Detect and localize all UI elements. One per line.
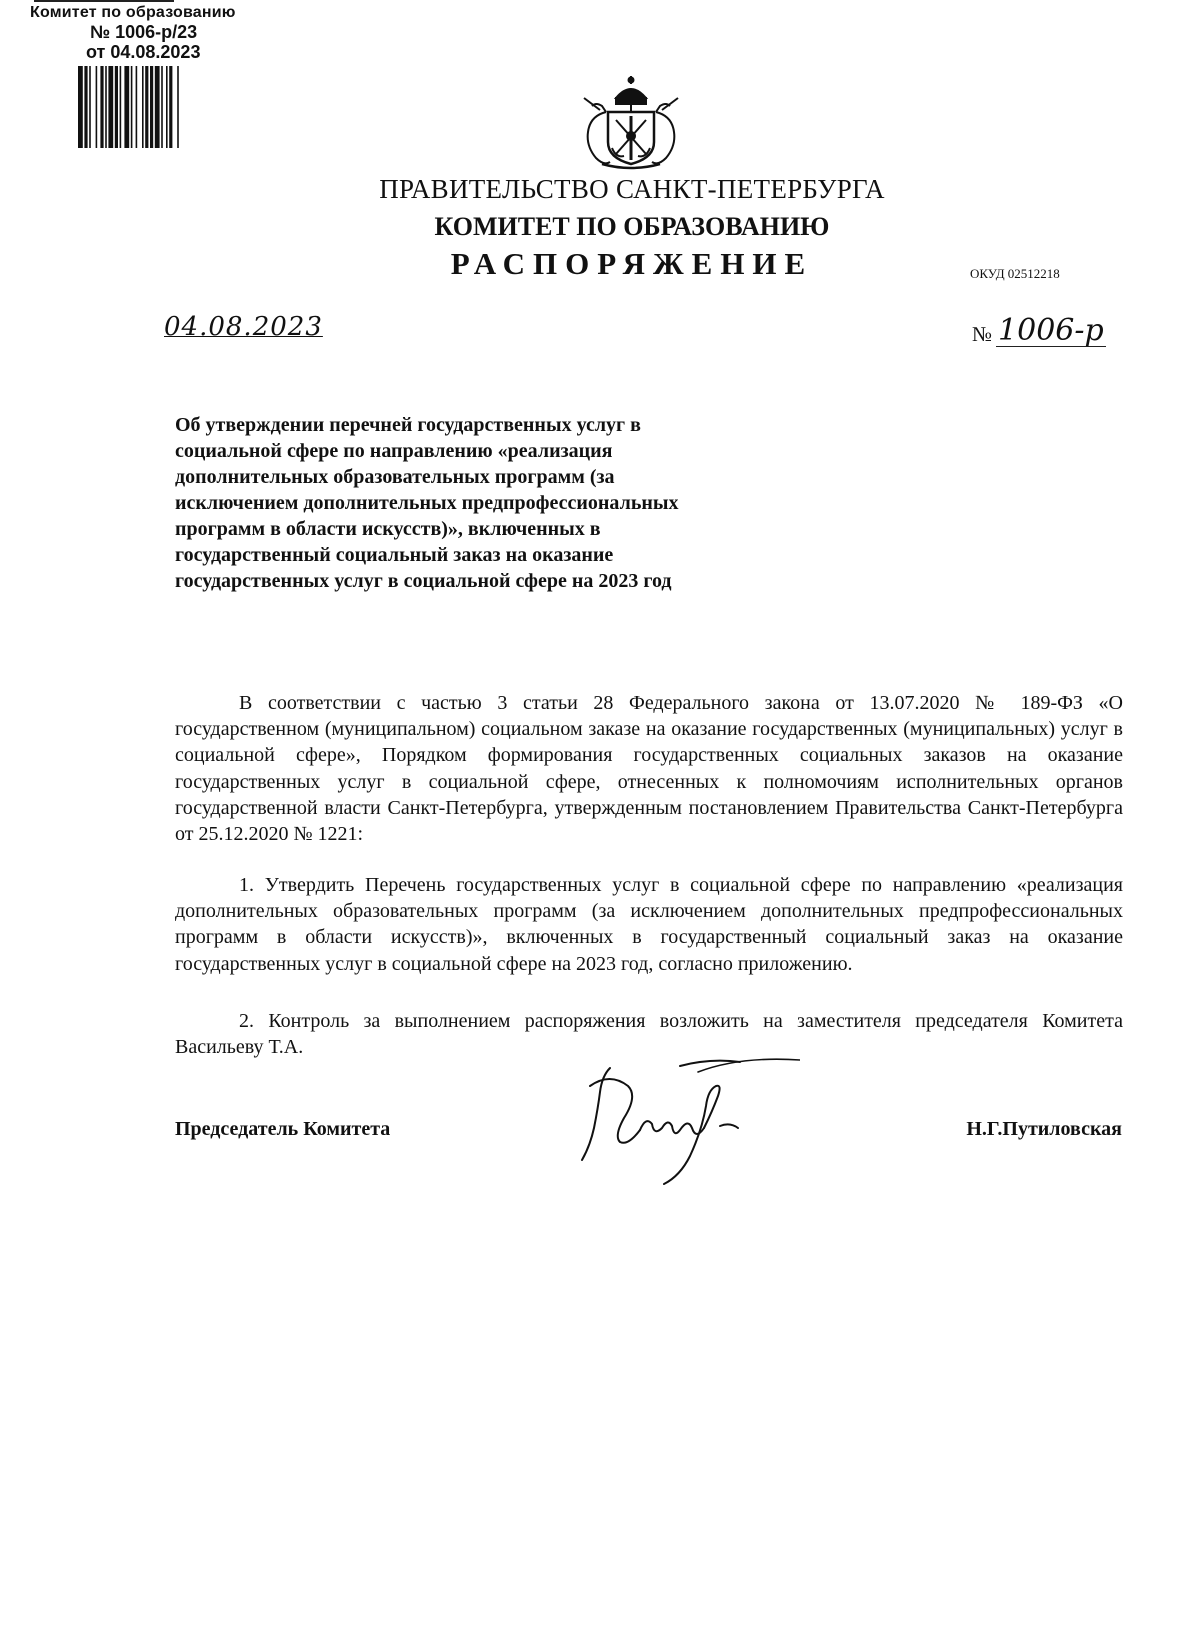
stamp-date: от 04.08.2023 [86,42,201,62]
number-value: 1006-р [998,313,1104,348]
stamp-organization: Комитет по образованию [30,4,236,21]
clause-1 [175,872,1123,977]
number-label: № [972,322,993,346]
clause-1-text: 1. Утвердить Перечень государственных услуг в социальной сфере по направлению «реализация дополнительных образовательных программ (за исключением дополнительных предпрофессиональных программ в области искусств)», включенных в государственный социальный заказ на оказание государственных услуг в социальной сфере на 2023 год, согласно приложению. [175,874,1123,975]
signatory-position: Председатель Комитета [175,1118,391,1140]
stamp-rule [34,0,174,2]
signatory-name: Н.Г.Путиловская [966,1118,1122,1140]
government-title: ПРАВИТЕЛЬСТВО САНКТ-ПЕТЕРБУРГА [379,174,885,204]
clause-2 [175,1008,1123,1060]
document-subject: Об утверждении перечней государственных услуг в социальной сфере по направлению «реализация дополнительных образовательных программ (за исключением дополнительных предпрофессиональных программ в области искусств)», включенных в государственный социальный заказ на оказание государственных услуг в социальной сфере на 2023 год [175,414,679,592]
okud-code: ОКУД 02512218 [970,266,1060,281]
preamble-paragraph [175,690,1123,847]
document-number [972,313,1106,348]
clause-2-text: 2. Контроль за выполнением распоряжения возложить на заместителя председателя Комитета Васильеву Т.А. [175,1010,1123,1059]
stamp-number: № 1006-р/23 [90,22,198,42]
document-date: 04.08.2023 [164,312,323,342]
committee-title: КОМИТЕТ ПО ОБРАЗОВАНИЮ [434,212,830,241]
preamble-text: В соответствии с частью 3 статьи 28 Федерального закона от 13.07.2020 № 189-ФЗ «О государственном (муниципальном) социальном заказе на оказание государственных (муниципальных) услуг в социальной сфере», Порядком формирования государственных социальных заказов на оказание государственных услуг в социальной сфере, отнесенных к полномочиям исполнительных органов государственной власти Санкт-Петербурга, утвержденным постановлением Правительства Санкт-Петербурга от 25.12.2020 № 1221: [175,692,1123,846]
barcode-icon [78,66,228,148]
document-type-title: РАСПОРЯЖЕНИЕ [450,246,814,281]
coat-of-arms-icon [580,76,682,170]
signature-icon [580,1056,800,1186]
